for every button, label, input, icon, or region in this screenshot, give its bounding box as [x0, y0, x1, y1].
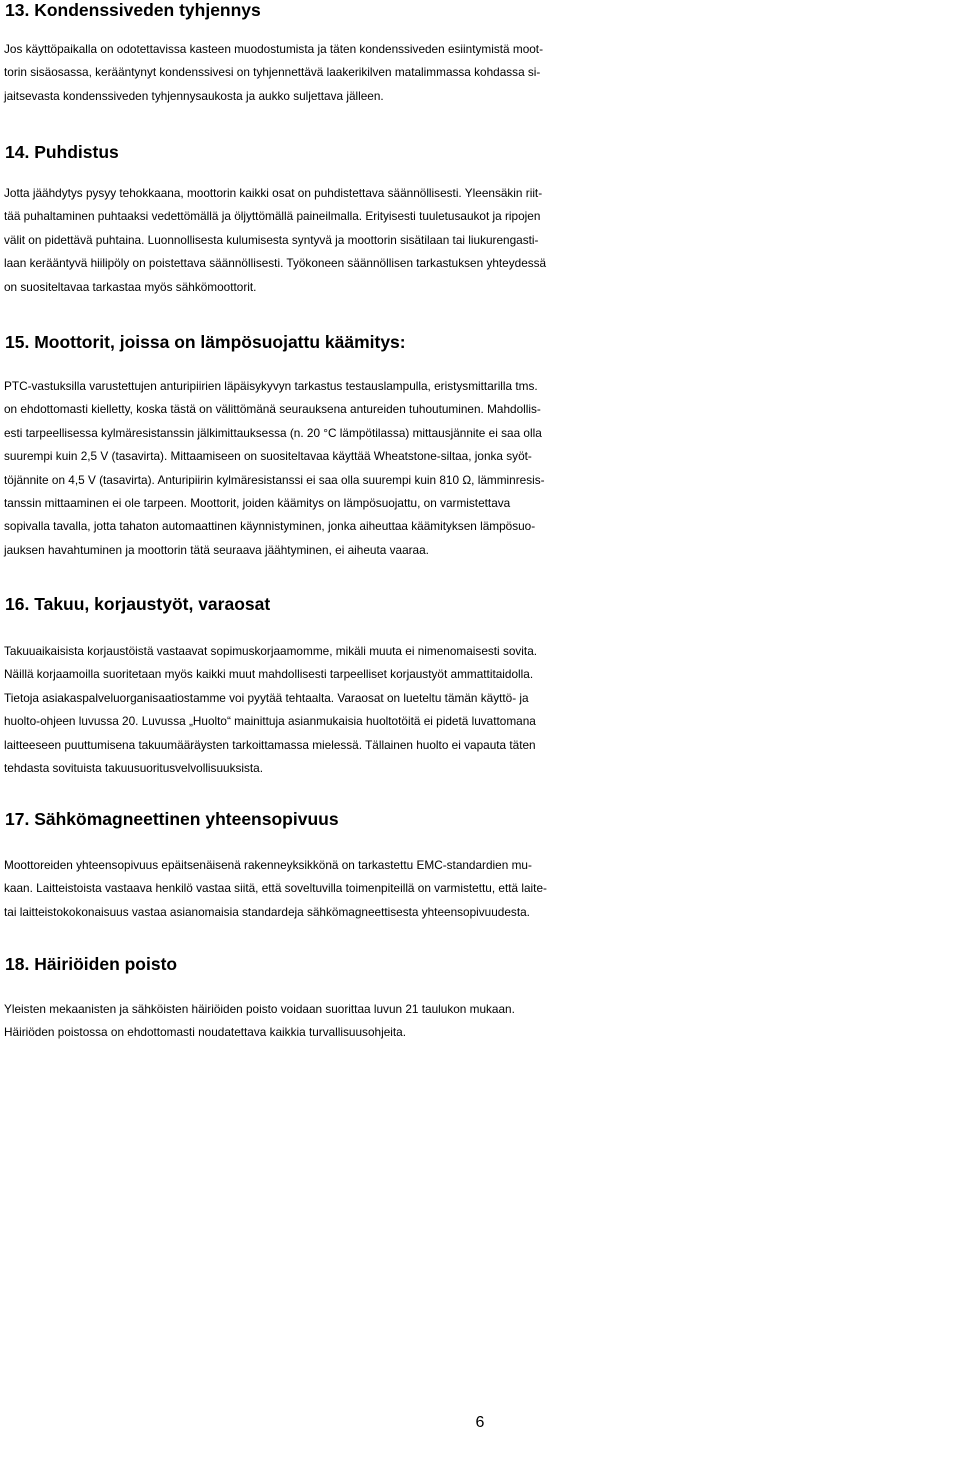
section-18-heading: 18. Häiriöiden poisto: [5, 954, 178, 974]
text-line: laan kerääntyvä hiilipöly on poistettava säännöllisesti. Työkoneen säännöllisen tarkastuksen yhteydessä: [4, 256, 547, 271]
section-15-body: [4, 375, 956, 562]
section-14-body: [4, 182, 956, 299]
section-17-heading: 17. Sähkömagneettinen yhteensopivuus: [5, 809, 339, 829]
section-17-body: [4, 854, 956, 924]
section-13-heading: 13. Kondenssiveden tyhjennys: [5, 0, 261, 20]
text-line: Näillä korjaamoilla suoritetaan myös kaikki muut mahdollisesti tarpeelliset korjaustyöt ammattitaidolla.: [4, 667, 534, 682]
section-15-heading: 15. Moottorit, joissa on lämpösuojattu käämitys:: [5, 332, 406, 352]
text-line: suurempi kuin 2,5 V (tasavirta). Mittaamiseen on suositeltavaa käyttää Wheatstone-siltaa, jonka syöt-: [4, 449, 532, 464]
text-line: tehdasta sovituista takuusuoritusvelvollisuuksista.: [4, 761, 264, 776]
text-line: tai laitteistokokonaisuus vastaa asianomaisia standardeja sähkömagneettisesta yhteensopivuudesta.: [4, 904, 530, 919]
section-16-heading: 16. Takuu, korjaustyöt, varaosat: [5, 594, 271, 614]
text-line: töjännite on 4,5 V (tasavirta). Anturipiirin kylmäresistanssi ei saa olla suurempi kuin 810 Ω, lämminresis-: [4, 472, 545, 487]
text-line: Jotta jäähdytys pysyy tehokkaana, moottorin kaikki osat on puhdistettava säännöllisesti. Yleensäkin riit-: [4, 186, 543, 200]
section-14-heading: 14. Puhdistus: [5, 142, 119, 162]
text-line: tää puhaltaminen puhtaaksi vedettömällä ja öljyttömällä paineilmalla. Erityisesti tuuletusaukot ja ripojen: [4, 209, 541, 224]
text-line: jaitsevasta kondenssiveden tyhjennysaukosta ja aukko suljettava jälleen.: [4, 88, 384, 103]
text-line: Jos käyttöpaikalla on odotettavissa kasteen muodostumista ja täten kondenssiveden esiintymistä moot-: [4, 42, 544, 56]
text-line: Moottoreiden yhteensopivuus epäitsenäisenä rakenneyksikkönä on tarkastettu EMC-standardien mu-: [4, 858, 532, 872]
text-line: huolto-ohjeen luvussa 20. Luvussa „Huolto“ mainittuja asianmukaisia huoltotöitä ei pidetä luvattomana: [4, 714, 536, 729]
text-line: Takuuaikaisista korjaustöistä vastaavat sopimuskorjaamomme, mikäli muuta ei nimenomaisesti sovita.: [4, 644, 538, 658]
text-line: on suositeltavaa tarkastaa myös sähkömoottorit.: [4, 279, 257, 294]
text-line: tanssin mittaaminen ei ole tarpeen. Moottorit, joiden käämitys on lämpösuojattu, on varmistettava: [4, 496, 511, 511]
text-line: jauksen havahtuminen ja moottorin tätä seuraava jäähtyminen, ei aiheuta vaaraa.: [4, 542, 429, 557]
text-line: esti tarpeellisessa kylmäresistanssin jälkimittauksessa (n. 20 °C lämpötilassa) mittausjännite ei saa olla: [4, 425, 542, 440]
text-line: laitteeseen puuttumisena takuumääräysten tarkoittamassa mielessä. Tällainen huolto ei vapauta täten: [4, 737, 536, 752]
text-line: Tietoja asiakaspalveluorganisaatiostamme voi pyytää tehtaalta. Varaosat on lueteltu tämän käyttö- ja: [4, 690, 529, 705]
text-line: Häiriöden poistossa on ehdottomasti noudatettava kaikkia turvallisuusohjeita.: [4, 1025, 406, 1040]
text-line: kaan. Laitteistoista vastaava henkilö vastaa siitä, että soveltuvilla toimenpiteillä on varmistettu, että laite-: [4, 881, 547, 896]
section-18-body: [4, 998, 956, 1045]
page-number: 6: [475, 1414, 485, 1431]
text-line: on ehdottomasti kielletty, koska tästä on välittömänä seurauksena antureiden tuhoutuminen. Mahdollis-: [4, 402, 541, 417]
text-line: Yleisten mekaanisten ja sähköisten häiriöiden poisto voidaan suorittaa luvun 21 taulukon mukaan.: [4, 1002, 515, 1016]
text-line: PTC-vastuksilla varustettujen anturipiirien läpäisykyvyn tarkastus testauslampulla, eristysmittarilla tms.: [4, 379, 538, 393]
text-line: välit on pidettävä puhtaina. Luonnollisesta kulumisesta syntyvä ja moottorin sisätilaan tai liukurengasti-: [4, 232, 539, 247]
section-13-body: [4, 38, 956, 108]
text-line: sopivalla tavalla, jotta tahaton automaattinen käynnistyminen, jonka aiheuttaa käämityksen lämpösuo-: [4, 519, 536, 534]
section-16-body: [4, 640, 956, 780]
text-line: torin sisäosassa, kerääntynyt kondenssivesi on tyhjennettävä laakerikilven matalimmassa kohdassa si-: [4, 65, 541, 80]
